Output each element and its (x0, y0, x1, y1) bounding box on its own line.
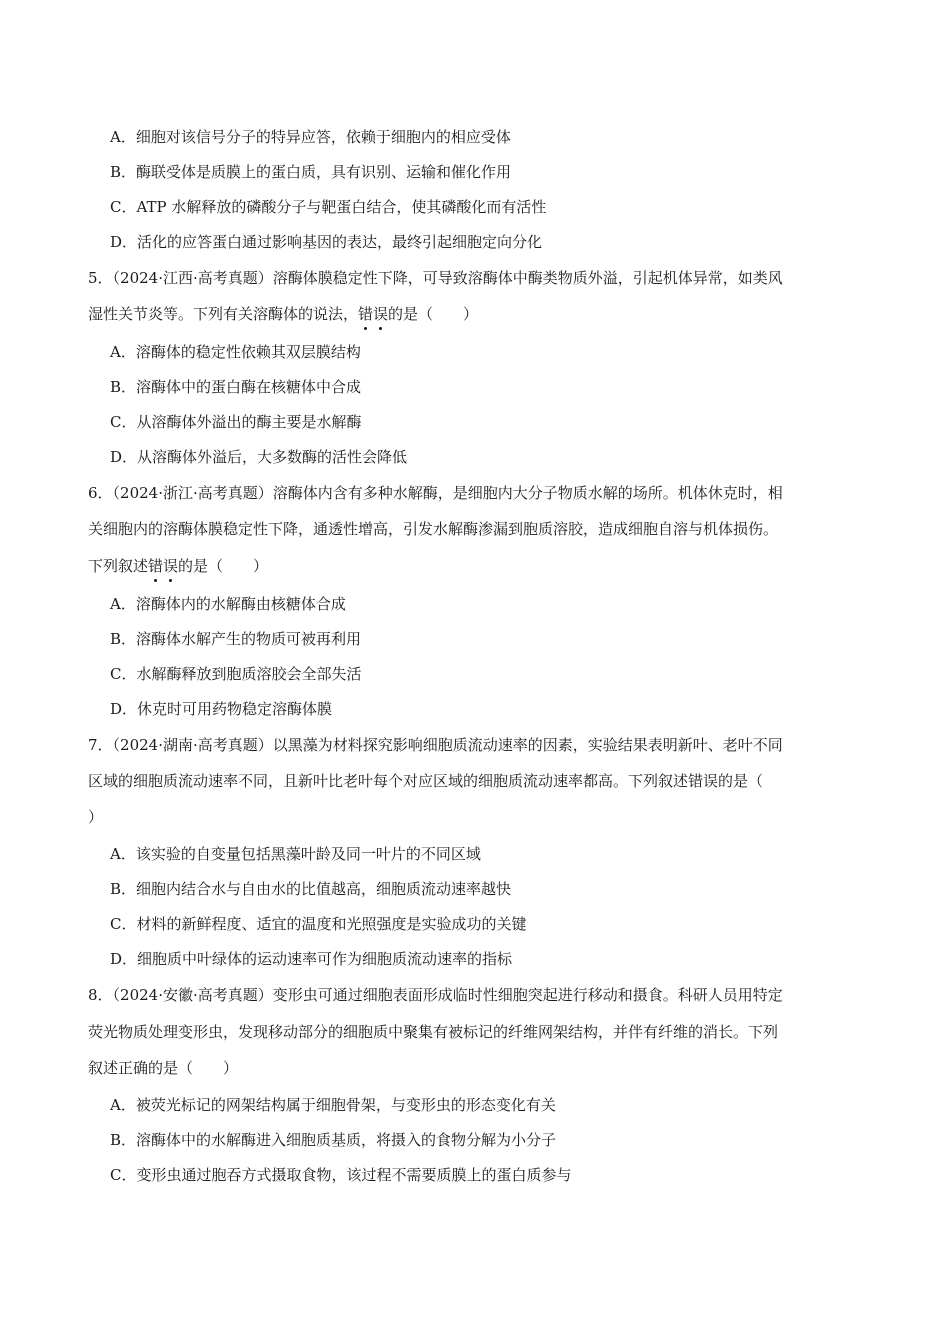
q6-stem-line2: 关细胞内的溶酶体膜稳定性下降，通透性增高，引发水解酶渗漏到胞质溶胶，造成细胞自溶与机体损伤。 (88, 520, 779, 538)
q5-option-c: C．从溶酶体外溢出的酶主要是水解酶 (110, 413, 362, 431)
q7-stem-line2: 区域的细胞质流动速率不同，且新叶比老叶每个对应区域的细胞质流动速率都高。下列叙述错误的是（ (88, 772, 764, 790)
q7-option-d: D．细胞质中叶绿体的运动速率可作为细胞质流动速率的指标 (110, 950, 513, 968)
q7-stem-line1: 7．（2024·湖南·高考真题）以黑藻为材料探究影响细胞质流动速率的因素，实验结果表明新叶、老叶不同 (88, 736, 783, 754)
q7-stem-line3: ） (88, 808, 104, 826)
q5-emphasis-char2: 误 (373, 305, 389, 323)
q6-stem-line3-pre: 下列叙述 (88, 557, 149, 575)
q5-stem-line1: 5．（2024·江西·高考真题）溶酶体膜稳定性下降，可导致溶酶体中酶类物质外溢，引起机体异常，如类风 (88, 269, 783, 287)
q6-option-d: D．休克时可用药物稳定溶酶体膜 (110, 700, 333, 718)
q4-option-c: C．ATP 水解释放的磷酸分子与靶蛋白结合，使其磷酸化而有活性 (110, 198, 547, 216)
q5-stem-line2-post: 的是（ ） (388, 305, 479, 323)
q6-emphasis-char1: 错 (148, 557, 164, 575)
q7-option-b: B．细胞内结合水与自由水的比值越高，细胞质流动速率越快 (110, 880, 512, 898)
q5-stem-line2-pre: 湿性关节炎等。下列有关溶酶体的说法， (88, 305, 359, 323)
q6-option-b: B．溶酶体水解产生的物质可被再利用 (110, 630, 362, 648)
q5-option-b: B．溶酶体中的蛋白酶在核糖体中合成 (110, 378, 362, 396)
q5-emphasis-char1: 错 (358, 305, 374, 323)
q6-stem-line1: 6．（2024·浙江·高考真题）溶酶体内含有多种水解酶，是细胞内大分子物质水解的场所。机体休克时，相 (88, 484, 783, 502)
q8-stem-line1: 8．（2024·安徽·高考真题）变形虫可通过细胞表面形成临时性细胞突起进行移动和摄食。科研人员用特定 (88, 986, 783, 1004)
q4-option-a: A．细胞对该信号分子的特异应答，依赖于细胞内的相应受体 (110, 128, 511, 146)
q4-option-d: D．活化的应答蛋白通过影响基因的表达，最终引起细胞定向分化 (110, 233, 543, 251)
q6-stem-line3-post: 的是（ ） (178, 557, 269, 575)
q7-option-c: C．材料的新鲜程度、适宜的温度和光照强度是实验成功的关键 (110, 915, 527, 933)
q8-option-a: A．被荧光标记的网架结构属于细胞骨架，与变形虫的形态变化有关 (110, 1096, 556, 1114)
q6-option-c: C．水解酶释放到胞质溶胶会全部失活 (110, 665, 362, 683)
q5-stem-line2 (88, 303, 868, 325)
q8-stem-line2: 荧光物质处理变形虫，发现移动部分的细胞质中聚集有被标记的纤维网架结构，并伴有纤维的消长。下列 (88, 1023, 779, 1041)
q6-stem-line3 (88, 555, 868, 577)
q5-option-a: A．溶酶体的稳定性依赖其双层膜结构 (110, 343, 361, 361)
q5-option-d: D．从溶酶体外溢后，大多数酶的活性会降低 (110, 448, 408, 466)
q7-option-a: A．该实验的自变量包括黑藻叶龄及同一叶片的不同区域 (110, 845, 481, 863)
q6-option-a: A．溶酶体内的水解酶由核糖体合成 (110, 595, 346, 613)
q4-option-b: B．酶联受体是质膜上的蛋白质，具有识别、运输和催化作用 (110, 163, 512, 181)
q8-option-c: C．变形虫通过胞吞方式摄取食物，该过程不需要质膜上的蛋白质参与 (110, 1166, 572, 1184)
q6-emphasis-char2: 误 (163, 557, 179, 575)
q8-stem-line3: 叙述正确的是（ ） (88, 1059, 239, 1077)
q8-option-b: B．溶酶体中的水解酶进入细胞质基质，将摄入的食物分解为小分子 (110, 1131, 557, 1149)
